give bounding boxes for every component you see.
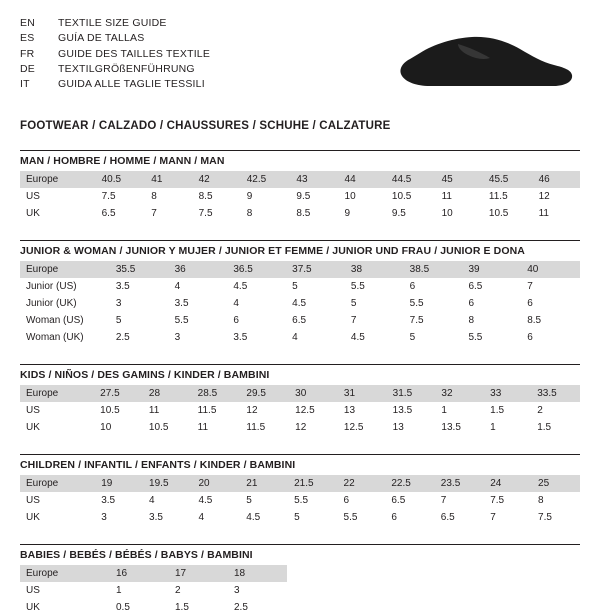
size-cell: 10.5 (148, 422, 169, 433)
size-table (20, 565, 287, 616)
size-cell: 7.5 (409, 315, 424, 326)
size-cell: 7 (490, 512, 496, 523)
size-cell: 11 (441, 191, 452, 202)
table-row (20, 295, 580, 312)
size-cell: 7 (350, 315, 357, 326)
size-cell: 6.5 (440, 512, 455, 523)
row-label: Junior (UK) (26, 298, 77, 309)
size-cell: 28.5 (192, 385, 241, 402)
table-row (20, 261, 580, 278)
size-cell: 20 (192, 475, 240, 492)
size-cell: 4 (174, 281, 181, 292)
language-code: DE (20, 62, 35, 75)
group-title: JUNIOR & WOMAN / JUNIOR Y MUJER / JUNIOR ET FEMME / JUNIOR UND FRAU / JUNIOR E DONA (20, 245, 525, 257)
table-row (20, 509, 580, 526)
language-row (20, 77, 210, 92)
size-cell: 12 (295, 422, 307, 433)
row-label: UK (26, 602, 40, 613)
size-cell: 44 (339, 171, 386, 188)
size-cell: 2.5 (115, 332, 130, 343)
size-cell: 35.5 (110, 261, 169, 278)
size-cell: 7.5 (101, 191, 116, 202)
size-cell: 7.5 (490, 495, 505, 506)
size-cell: 38 (345, 261, 404, 278)
language-code: EN (20, 17, 35, 29)
size-cell: 5 (292, 281, 298, 292)
table-row (20, 205, 580, 222)
group-title: CHILDREN / INFANTIL / ENFANTS / KINDER / BAMBINI (20, 459, 296, 471)
row-label: Europe (20, 171, 96, 188)
language-label: TEXTILGRÖßENFÜHRUNG (58, 62, 195, 75)
size-cell: 3 (174, 332, 181, 343)
size-cell: 13 (392, 422, 404, 433)
size-cell: 6.5 (468, 281, 483, 292)
size-cell: 4 (233, 298, 239, 309)
size-cell: 3.5 (101, 495, 116, 506)
size-cell: 7 (527, 281, 533, 292)
size-cell: 5.5 (294, 495, 309, 506)
size-cell: 10 (441, 208, 453, 219)
row-label: Woman (UK) (26, 332, 84, 343)
language-label: GUÍA DE TALLAS (58, 32, 145, 45)
row-label: US (26, 495, 40, 506)
size-cell: 3.5 (233, 332, 248, 343)
table-row (20, 312, 580, 329)
size-cell: 33 (484, 385, 531, 402)
table-row (20, 278, 580, 295)
language-row (20, 31, 210, 46)
size-cell: 8.5 (198, 191, 213, 202)
size-cell: 28 (143, 385, 192, 402)
size-cell: 7.5 (198, 208, 213, 219)
size-cell: 37.5 (286, 261, 345, 278)
language-code: FR (20, 47, 35, 60)
group-title: KIDS / NIÑOS / DES GAMINS / KINDER / BAMBINI (20, 369, 270, 381)
size-cell: 9 (344, 208, 351, 219)
size-cell: 5.5 (174, 315, 189, 326)
row-label: UK (26, 208, 40, 219)
table-row (20, 329, 580, 346)
size-cell: 21 (240, 475, 288, 492)
size-cell: 6 (527, 298, 533, 309)
size-cell: 4.5 (350, 332, 365, 343)
size-cell: 36 (169, 261, 228, 278)
size-cell: 23.5 (435, 475, 484, 492)
size-cell: 6 (409, 281, 416, 292)
size-cell: 7 (440, 495, 447, 506)
size-cell: 9.5 (391, 208, 406, 219)
size-cell: 33.5 (531, 385, 580, 402)
size-table (20, 261, 580, 346)
size-cell: 11.5 (197, 405, 217, 416)
size-cell: 1 (490, 422, 496, 433)
size-cell: 5.5 (468, 332, 483, 343)
size-cell: 12 (538, 191, 550, 202)
document-header (20, 16, 580, 108)
size-cell: 8 (468, 315, 475, 326)
language-list (20, 16, 210, 92)
size-cell: 32 (435, 385, 484, 402)
row-label: UK (26, 422, 40, 433)
size-cell: 29.5 (240, 385, 289, 402)
table-row (20, 402, 580, 419)
size-group (20, 364, 580, 436)
size-cell: 6.5 (101, 208, 116, 219)
size-cell: 5 (246, 495, 252, 506)
table-row (20, 385, 580, 402)
size-cell: 11 (148, 405, 160, 416)
table-row (20, 565, 287, 582)
size-cell: 10.5 (100, 405, 120, 416)
language-code: ES (20, 32, 35, 45)
row-label: Woman (US) (26, 315, 84, 326)
row-label: US (26, 191, 40, 202)
size-cell: 27.5 (94, 385, 143, 402)
size-cell: 40 (521, 261, 580, 278)
row-label: Europe (20, 261, 110, 278)
size-cell: 21.5 (288, 475, 337, 492)
language-label: GUIDA ALLE TAGLIE TESSILI (58, 78, 205, 91)
table-row (20, 419, 580, 436)
row-label: UK (26, 512, 40, 523)
size-cell: 1.5 (537, 422, 552, 433)
page-title: FOOTWEAR / CALZADO / CHAUSSURES / SCHUHE / CALZATURE (20, 120, 391, 132)
size-cell: 18 (228, 565, 287, 582)
size-cell: 9.5 (296, 191, 311, 202)
size-cell: 25 (532, 475, 580, 492)
language-label: TEXTILE SIZE GUIDE (58, 17, 167, 29)
size-cell: 16 (110, 565, 169, 582)
group-title: MAN / HOMBRE / HOMME / MANN / MAN (20, 155, 225, 167)
size-cell: 3.5 (174, 298, 189, 309)
size-cell: 6 (468, 298, 475, 309)
size-group (20, 150, 580, 222)
size-cell: 5 (409, 332, 416, 343)
size-cell: 1.5 (175, 602, 189, 613)
dress-shoe-icon (394, 32, 574, 100)
language-row (20, 62, 210, 77)
size-cell: 17 (169, 565, 228, 582)
size-cell: 8.5 (296, 208, 311, 219)
size-group (20, 240, 580, 346)
size-cell: 19 (95, 475, 143, 492)
table-row (20, 188, 580, 205)
row-label: Europe (20, 565, 110, 582)
size-cell: 7.5 (538, 512, 552, 523)
size-cell: 6 (391, 512, 397, 523)
size-cell: 38.5 (404, 261, 463, 278)
size-cell: 4 (149, 495, 155, 506)
size-table (20, 171, 580, 222)
language-row (20, 47, 210, 62)
size-cell: 0.5 (116, 602, 130, 613)
language-row (20, 16, 210, 31)
size-cell: 1.5 (490, 405, 505, 416)
table-row (20, 599, 287, 616)
size-cell: 6.5 (292, 315, 307, 326)
size-cell: 7 (151, 208, 157, 219)
size-tables (20, 150, 580, 616)
size-cell: 41 (145, 171, 192, 188)
size-cell: 4.5 (292, 298, 307, 309)
row-label: Europe (20, 385, 94, 402)
size-cell: 39 (462, 261, 521, 278)
size-cell: 11 (197, 422, 209, 433)
size-cell: 4.5 (233, 281, 248, 292)
size-cell: 10.5 (488, 208, 509, 219)
size-cell: 5 (294, 512, 300, 523)
size-cell: 31 (338, 385, 387, 402)
size-cell: 30 (289, 385, 338, 402)
size-cell: 2 (175, 585, 181, 596)
size-cell: 42 (193, 171, 241, 188)
size-cell: 5 (350, 298, 357, 309)
size-cell: 1 (116, 585, 122, 596)
size-cell: 6 (527, 332, 533, 343)
size-cell: 19.5 (143, 475, 192, 492)
size-cell: 13 (343, 405, 356, 416)
row-label: Europe (20, 475, 95, 492)
size-cell: 22.5 (385, 475, 434, 492)
size-cell: 36.5 (227, 261, 286, 278)
size-cell: 9 (246, 191, 253, 202)
table-row (20, 582, 287, 599)
group-title: BABIES / BEBÉS / BÉBÉS / BABYS / BAMBINI (20, 549, 253, 561)
size-cell: 6 (233, 315, 239, 326)
row-label: Junior (US) (26, 281, 77, 292)
size-cell: 8 (246, 208, 253, 219)
size-cell: 11.5 (488, 191, 508, 202)
row-label: US (26, 585, 40, 596)
size-cell: 4.5 (198, 495, 213, 506)
size-cell: 10 (100, 422, 112, 433)
size-cell: 12 (246, 405, 258, 416)
size-cell: 5 (115, 315, 122, 326)
row-label: US (26, 405, 40, 416)
size-cell: 12.5 (295, 405, 315, 416)
size-cell: 45.5 (483, 171, 533, 188)
table-row (20, 492, 580, 509)
size-cell: 10 (344, 191, 356, 202)
size-table (20, 475, 580, 526)
size-cell: 31.5 (387, 385, 436, 402)
size-cell: 6 (343, 495, 350, 506)
size-cell: 43 (290, 171, 338, 188)
size-group (20, 544, 580, 616)
size-cell: 12.5 (343, 422, 364, 433)
size-cell: 2 (537, 405, 543, 416)
size-cell: 5.5 (409, 298, 424, 309)
size-cell: 8 (538, 495, 544, 506)
size-cell: 13.5 (441, 422, 461, 433)
size-cell: 8.5 (527, 315, 542, 326)
language-code: IT (20, 78, 30, 91)
size-cell: 22 (338, 475, 386, 492)
size-group (20, 454, 580, 526)
size-table (20, 385, 580, 436)
size-cell: 2.5 (234, 602, 248, 613)
size-cell: 40.5 (96, 171, 146, 188)
size-cell: 11.5 (246, 422, 266, 433)
size-cell: 5.5 (343, 512, 358, 523)
size-cell: 10.5 (391, 191, 412, 202)
table-row (20, 171, 580, 188)
size-cell: 44.5 (386, 171, 436, 188)
size-cell: 3.5 (115, 281, 130, 292)
size-cell: 4.5 (246, 512, 261, 523)
size-cell: 45 (436, 171, 483, 188)
size-cell: 24 (484, 475, 532, 492)
size-cell: 8 (151, 191, 157, 202)
size-cell: 3 (101, 512, 107, 523)
size-cell: 5.5 (350, 281, 365, 292)
size-cell: 1 (441, 405, 447, 416)
language-label: GUIDE DES TAILLES TEXTILE (58, 47, 211, 60)
size-cell: 11 (538, 208, 549, 219)
size-cell: 3.5 (149, 512, 163, 523)
size-cell: 4 (198, 512, 205, 523)
size-cell: 6.5 (391, 495, 406, 506)
table-row (20, 475, 580, 492)
size-cell: 42.5 (241, 171, 291, 188)
size-cell: 13.5 (392, 405, 413, 416)
size-cell: 4 (292, 332, 298, 343)
size-cell: 46 (533, 171, 580, 188)
size-cell: 3 (115, 298, 122, 309)
size-cell: 3 (234, 585, 240, 596)
